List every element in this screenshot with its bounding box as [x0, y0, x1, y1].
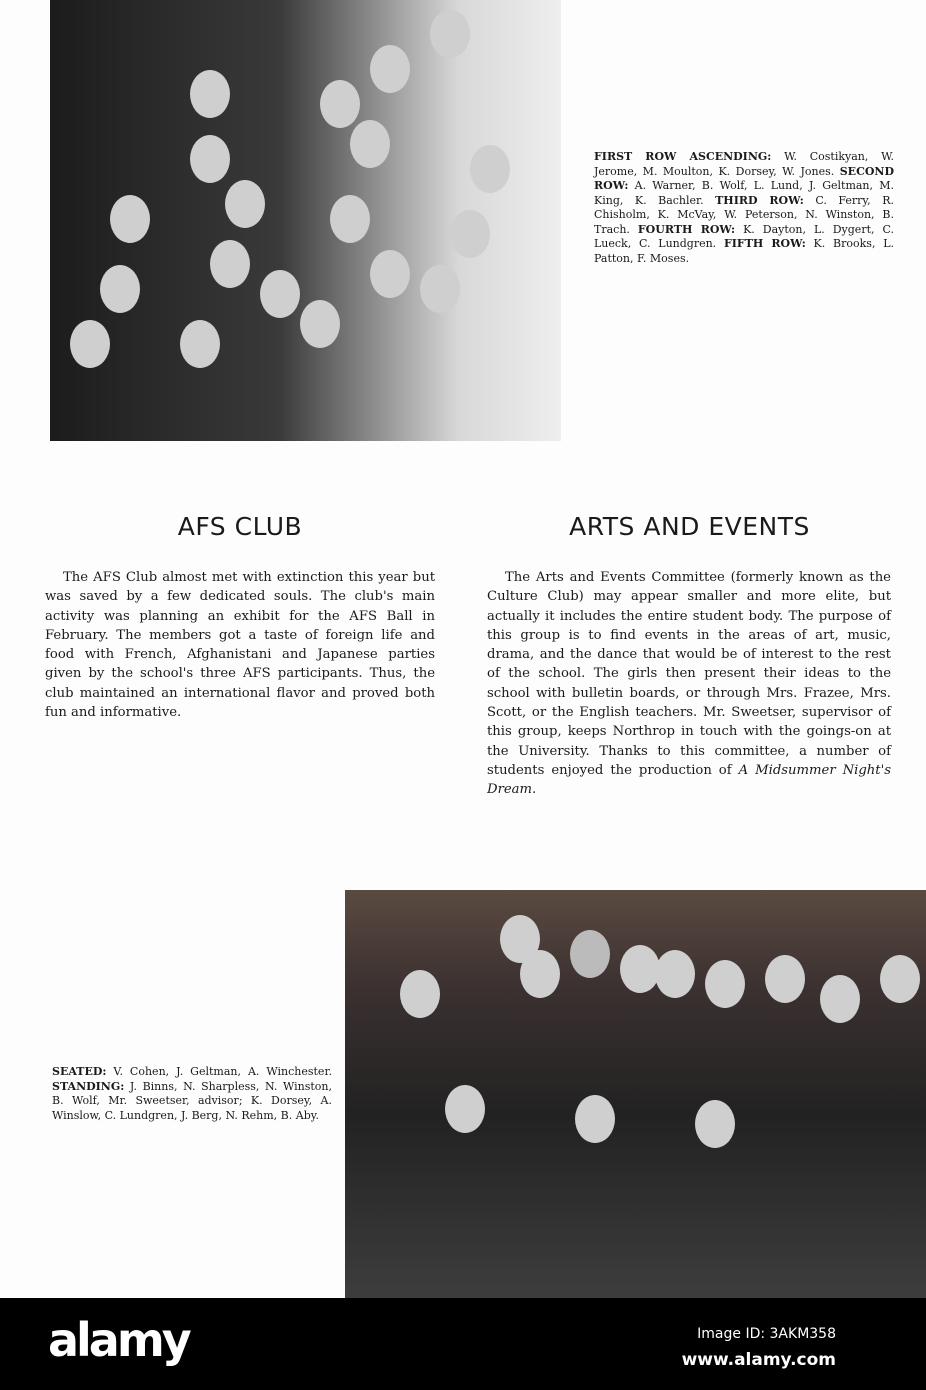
group-photo-outdoor — [345, 890, 926, 1298]
alamy-logo: alamy — [48, 1313, 189, 1367]
afs-club-heading: AFS CLUB — [177, 512, 303, 541]
bottom-photo-caption: SEATED: V. Cohen, J. Geltman, A. Winchester. STANDING: J. Binns, N. Sharpless, N. Winston, B. Wolf, Mr. Sweetser, advisor; K. Dorsey, A. Winslow, C. Lundgren, J. Berg, N. Rehm, B. Aby. — [52, 1065, 332, 1122]
arts-events-heading: ARTS AND EVENTS — [569, 512, 810, 541]
afs-club-body: The AFS Club almost met with extinction this year but was saved by a few dedicated souls. The club's main activity was planning an exhibit for the AFS Ball in February. The members got a taste of foreign life and food with French, Afghanistani and Japanese parties given by the school's three AFS participants. Thus, the club maintained an international flavor and proved both fun and informative. — [45, 570, 435, 721]
site-url: www.alamy.com — [681, 1350, 836, 1370]
watermark-footer — [0, 1298, 926, 1390]
group-photo-staircase — [50, 0, 561, 441]
top-photo-caption: FIRST ROW ASCENDING: W. Costikyan, W. Jerome, M. Moulton, K. Dorsey, W. Jones. SECOND ROW: A. Warner, B. Wolf, L. Lund, J. Geltman, M. King, K. Bachler. THIRD ROW: C. Ferry, R. Chisholm, K. McVay, W. Peterson, N. Winston, B. Trach. FOURTH ROW: K. Dayton, L. Dygert, C. Lueck, C. Lundgren. FIFTH ROW: K. Brooks, L. Patton, F. Moses. — [594, 150, 894, 265]
arts-events-body: The Arts and Events Committee (formerly known as the Culture Club) may appear smaller and more elite, but actually it includes the entire student body. The purpose of this group is to find events in the areas of art, music, drama, and the dance that would be of interest to the rest of the school. The girls then present their ideas to the school with bulletin boards, or through Mrs. Frazee, Mrs. Scott, or the English teachers. Mr. Sweetser, supervisor of this group, keeps Northrop in touch with the goings-on at the University. Thanks to this committee, a number of students enjoyed the production of A Midsummer Night's Dream. — [487, 570, 891, 798]
image-id: Image ID: 3AKM358 — [697, 1326, 836, 1342]
